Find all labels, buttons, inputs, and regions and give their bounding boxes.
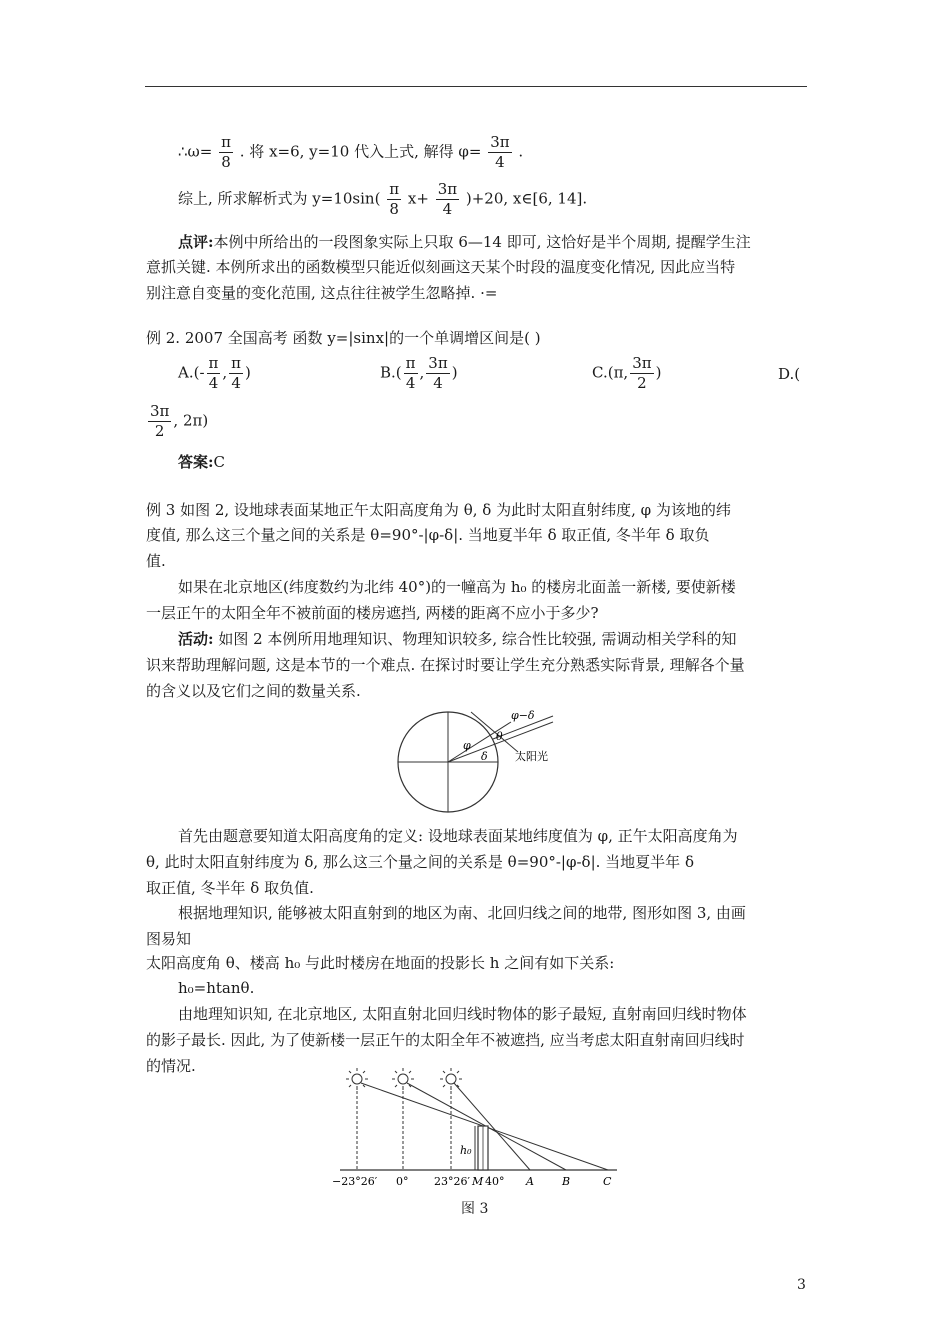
option-d bbox=[146, 402, 208, 441]
numerator: π bbox=[221, 133, 231, 151]
fraction bbox=[436, 180, 459, 219]
comment-text: 本例中所给出的一段图象实际上只取 6—14 即可, 这恰好是半个周期, 提醒学生注 bbox=[213, 233, 751, 251]
formula-summary-line bbox=[178, 180, 587, 219]
activity-text: 如图 2 本例所用地理知识、物理知识较多, 综合性比较强, 需调动相关学科的知 bbox=[213, 630, 737, 648]
text: ) bbox=[245, 363, 251, 382]
activity-label: 活动: bbox=[178, 630, 214, 648]
label-c: C bbox=[603, 1175, 612, 1188]
text: ) bbox=[451, 363, 458, 382]
fraction bbox=[219, 133, 233, 172]
example3-line-5: 一层正午的太阳全年不被前面的楼房遮挡, 两楼的距离不应小于多少? bbox=[146, 604, 599, 622]
label-sunlight: 太阳光 bbox=[515, 750, 548, 763]
numerator: 3π bbox=[490, 133, 510, 151]
body-line-6: 太阳高度角 θ、楼高 h₀ 与此时楼房在地面的投影长 h 之间有如下关系: bbox=[146, 954, 615, 972]
option-d-label: D.( bbox=[778, 365, 801, 383]
figure-2-diagram bbox=[393, 702, 563, 814]
numerator: π bbox=[231, 354, 242, 372]
text: C.(π, bbox=[592, 363, 629, 382]
option-c bbox=[592, 354, 661, 393]
numerator: 3π bbox=[632, 354, 652, 372]
denominator: 4 bbox=[231, 374, 241, 392]
fraction bbox=[630, 354, 653, 393]
example3-line-4: 如果在北京地区(纬度数约为北纬 40°)的一幢高为 h₀ 的楼房北面盖一新楼, 要使新楼 bbox=[178, 578, 736, 596]
example2-answer bbox=[178, 452, 225, 472]
body-line-8: 由地理知识知, 在北京地区, 太阳直射北回归线时物体的影子最短, 直射南回归线时物体 bbox=[178, 1005, 747, 1023]
figure-3-diagram bbox=[330, 1068, 620, 1192]
label-h0: h₀ bbox=[460, 1144, 472, 1157]
numerator: π bbox=[208, 354, 219, 372]
activity-line-3: 的含义以及它们之间的数量关系. bbox=[146, 682, 361, 700]
label-m: M bbox=[472, 1175, 484, 1188]
numerator: π bbox=[405, 354, 416, 372]
denominator: 4 bbox=[433, 374, 443, 392]
body-line-1: 首先由题意要知道太阳高度角的定义: 设地球表面某地纬度值为 φ, 正午太阳高度角为 bbox=[178, 827, 738, 845]
denominator: 8 bbox=[221, 153, 231, 171]
activity-line-2: 识来帮助理解问题, 这是本节的一个难点. 在探讨时要让学生充分熟悉实际背景, 理解各个量 bbox=[146, 656, 745, 674]
text: . 将 x=6, y=10 代入上式, 解得 φ= bbox=[239, 142, 482, 161]
comment-line-2: 意抓关键. 本例所求出的函数模型只能近似刻画这天某个时段的温度变化情况, 因此应当特 bbox=[146, 258, 736, 276]
page-number: 3 bbox=[797, 1277, 806, 1293]
numerator: 3π bbox=[437, 180, 458, 198]
body-line-2: θ, 此时太阳直射纬度为 δ, 那么这三个量之间的关系是 θ=90°-|φ-δ|. 当地夏半年 δ bbox=[146, 853, 694, 871]
figure-3-caption: 图 3 bbox=[461, 1201, 489, 1217]
label-23: 23°26′ bbox=[434, 1175, 470, 1188]
body-line-5: 图易知 bbox=[146, 930, 192, 948]
option-a bbox=[178, 354, 251, 393]
example3-line-3: 值. bbox=[146, 552, 166, 570]
text: A.(- bbox=[178, 363, 205, 382]
option-b bbox=[380, 354, 458, 393]
body-line-3: 取正值, 冬半年 δ 取负值. bbox=[146, 879, 314, 897]
answer-value: C bbox=[213, 453, 226, 471]
denominator: 2 bbox=[154, 422, 165, 440]
numerator: 3π bbox=[428, 354, 448, 372]
denominator: 4 bbox=[208, 374, 219, 392]
denominator: 2 bbox=[637, 374, 647, 392]
fraction bbox=[426, 354, 449, 393]
formula-omega-line bbox=[178, 133, 523, 172]
fraction bbox=[148, 402, 171, 441]
fraction bbox=[229, 354, 243, 393]
fraction bbox=[207, 354, 221, 393]
example3-line-2: 度值, 那么这三个量之间的关系是 θ=90°-|φ-δ|. 当地夏半年 δ 取正值, 冬半年 δ 取负 bbox=[146, 526, 710, 544]
activity-line-1 bbox=[178, 629, 736, 649]
label-0: 0° bbox=[396, 1175, 409, 1188]
comment-line-3: 别注意自变量的变化范围, 这点往往被学生忽略掉. ·= bbox=[146, 284, 498, 302]
comment-line-1 bbox=[178, 232, 751, 252]
fraction bbox=[488, 133, 511, 172]
header-rule bbox=[145, 86, 807, 87]
body-line-9: 的影子最长. 因此, 为了使新楼一层正午的太阳全年不被遮挡, 应当考虑太阳直射南回归线时 bbox=[146, 1031, 745, 1049]
numerator: 3π bbox=[150, 402, 170, 420]
text: , 2π) bbox=[173, 411, 209, 430]
text: )+20, x∈[6, 14]. bbox=[465, 189, 588, 208]
denominator: 4 bbox=[495, 153, 505, 171]
body-line-10: 的情况. bbox=[146, 1057, 196, 1075]
text: 综上, 所求解析式为 y=10sin( bbox=[178, 189, 381, 208]
body-line-7: h₀=htanθ. bbox=[178, 979, 255, 997]
fraction bbox=[404, 354, 418, 393]
body-line-4: 根据地理知识, 能够被太阳直射到的地区为南、北回归线之间的地带, 图形如图 3, 由画 bbox=[178, 904, 746, 922]
text: , bbox=[222, 363, 228, 382]
example2-stem: 例 2. 2007 全国高考 函数 y=|sinx|的一个单调增区间是( ) bbox=[146, 329, 541, 347]
label-delta: δ bbox=[481, 750, 488, 763]
label-b: B bbox=[562, 1175, 571, 1188]
text: ∴ω= bbox=[178, 142, 213, 161]
denominator: 4 bbox=[405, 374, 416, 392]
label-theta: θ bbox=[496, 730, 503, 743]
text: . bbox=[518, 142, 524, 161]
text: B.( bbox=[380, 363, 402, 382]
denominator: 4 bbox=[442, 200, 453, 218]
label-phi: φ bbox=[463, 739, 471, 752]
text: , bbox=[419, 363, 425, 382]
example3-line-1: 例 3 如图 2, 设地球表面某地正午太阳高度角为 θ, δ 为此时太阳直射纬度, φ 为该地的纬 bbox=[146, 501, 731, 519]
numerator: π bbox=[389, 180, 400, 198]
text: x+ bbox=[407, 189, 429, 208]
label-40: 40° bbox=[485, 1175, 505, 1188]
comment-label: 点评: bbox=[178, 233, 214, 251]
label-phi-delta: φ−δ bbox=[511, 709, 535, 722]
text: ) bbox=[655, 363, 662, 382]
label-a: A bbox=[526, 1175, 534, 1188]
fraction bbox=[387, 180, 401, 219]
answer-label: 答案: bbox=[178, 453, 214, 471]
label-minus-23: −23°26′ bbox=[332, 1175, 378, 1188]
denominator: 8 bbox=[389, 200, 399, 218]
